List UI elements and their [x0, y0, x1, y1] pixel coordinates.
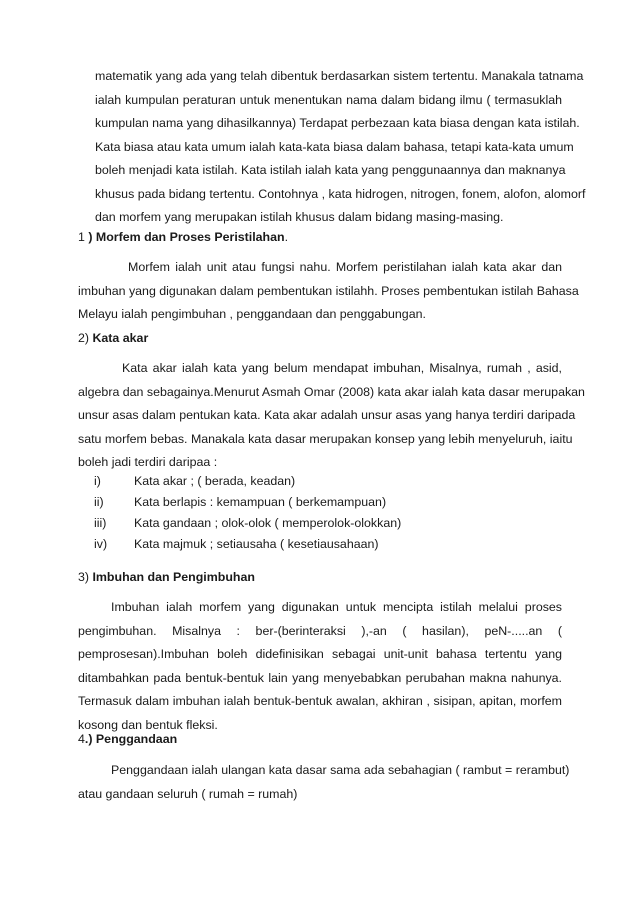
section-2-paragraph — [78, 357, 585, 475]
section-3-paragraph — [78, 596, 562, 737]
section-2-title: Kata akar — [92, 331, 149, 345]
section-3-line: ditambahkan pada bentuk-bentuk lain yang menyebabkan perubahan makna nahunya. — [78, 670, 562, 685]
list-item-text: Kata gandaan ; olok-olok ( memperolok-olokkan) — [134, 516, 402, 530]
section-3-line: pemprosesan).Imbuhan boleh didefinisikan sebagai unit-unit bahasa tertentu yang — [78, 647, 562, 661]
list-item-text: Kata akar ; ( berada, keadan) — [134, 474, 296, 488]
section-1-number: 1 — [78, 230, 89, 244]
intro-line: boleh menjadi kata istilah. Kata istilah ialah kata yang penggunaannya dan maknanya — [95, 163, 566, 177]
section-2-line: satu morfem bebas. Manakala kata dasar merupakan konsep yang lebih menyeluruh, iaitu — [78, 431, 573, 446]
intro-line: dan morfem yang merupakan istilah khusus dalam bidang masing-masing. — [95, 210, 504, 224]
section-2-line: unsur asas dalam pentukan kata. Kata akar adalah unsur asas yang hanya terdiri daripada — [78, 408, 576, 422]
section-2-line: Kata akar ialah kata yang belum mendapat imbuhan, Misalnya, rumah , asid, — [122, 361, 562, 375]
section-3-heading — [78, 566, 562, 589]
section-3-line: Imbuhan ialah morfem yang digunakan untuk mencipta istilah melalui proses — [111, 600, 562, 614]
section-3-line: Termasuk dalam imbuhan ialah bentuk-bentuk awalan, akhiran , sisipan, apitan, morfem — [78, 694, 562, 708]
section-3-title: Imbuhan dan Pengimbuhan — [92, 570, 255, 584]
section-4-number: 4 — [78, 732, 85, 746]
section-4-heading — [78, 728, 562, 751]
intro-line: matematik yang ada yang telah dibentuk berdasarkan sistem tertentu. Manakala tatnama — [95, 69, 584, 83]
section-1-line: Morfem ialah unit atau fungsi nahu. Morfem peristilahan ialah kata akar dan — [128, 260, 562, 274]
section-4-title: .) Penggandaan — [84, 732, 178, 746]
section-3-line: pengimbuhan. Misalnya : ber-(berinteraksi ),-an ( hasilan), peN-.....an ( — [78, 623, 562, 638]
intro-line: kumpulan nama yang dihasilkannya) Terdapat perbezaan kata biasa dengan kata istilah. — [95, 116, 580, 130]
list-item — [78, 492, 562, 513]
list-item-number: iii) — [94, 516, 107, 530]
intro-line: khusus pada bidang tertentu. Contohnya , kata hidrogen, nitrogen, fonem, alofon, alomorf — [95, 186, 586, 201]
section-3-number: 3) — [78, 570, 93, 584]
list-item-number: ii) — [94, 495, 104, 509]
intro-paragraph — [78, 65, 586, 230]
section-4-paragraph — [78, 759, 570, 806]
section-2-list — [78, 471, 562, 555]
list-item — [78, 513, 562, 534]
section-1-line: Melayu ialah pengimbuhan , penggandaan dan penggabungan. — [78, 307, 426, 321]
section-1-paragraph — [78, 256, 579, 327]
section-4-line: Penggandaan ialah ulangan kata dasar sama ada sebahagian ( rambut = rerambut) — [111, 763, 570, 777]
section-1-title-suffix: . — [284, 230, 289, 244]
section-4-line: atau gandaan seluruh ( rumah = rumah) — [78, 786, 298, 801]
section-1-title: ) Morfem dan Proses Peristilahan — [88, 230, 285, 244]
section-1-heading — [78, 226, 562, 249]
list-item — [78, 534, 562, 555]
list-item-number: iv) — [94, 537, 108, 551]
section-2-line: algebra dan sebagainya.Menurut Asmah Omar (2008) kata akar ialah kata dasar merupakan — [78, 384, 585, 399]
list-item-number: i) — [94, 474, 101, 488]
section-2-line: boleh jadi terdiri daripaa : — [78, 455, 218, 469]
section-2-heading — [78, 327, 562, 350]
intro-line: Kata biasa atau kata umum ialah kata-kata biasa dalam bahasa, tetapi kata-kata umum — [95, 139, 574, 154]
intro-line: ialah kumpulan peraturan untuk menentukan nama dalam bidang ilmu ( termasuklah — [95, 92, 562, 107]
list-item-text: Kata majmuk ; setiausaha ( kesetiausahaan) — [134, 537, 379, 551]
section-2-number: 2) — [78, 331, 93, 345]
section-1-line: imbuhan yang digunakan dalam pembentukan istilahh. Proses pembentukan istilah Bahasa — [78, 283, 579, 298]
list-item-text: Kata berlapis : kemampuan ( berkemampuan) — [134, 495, 387, 509]
list-item — [78, 471, 562, 492]
section-3-line: kosong dan bentuk fleksi. — [78, 717, 218, 732]
